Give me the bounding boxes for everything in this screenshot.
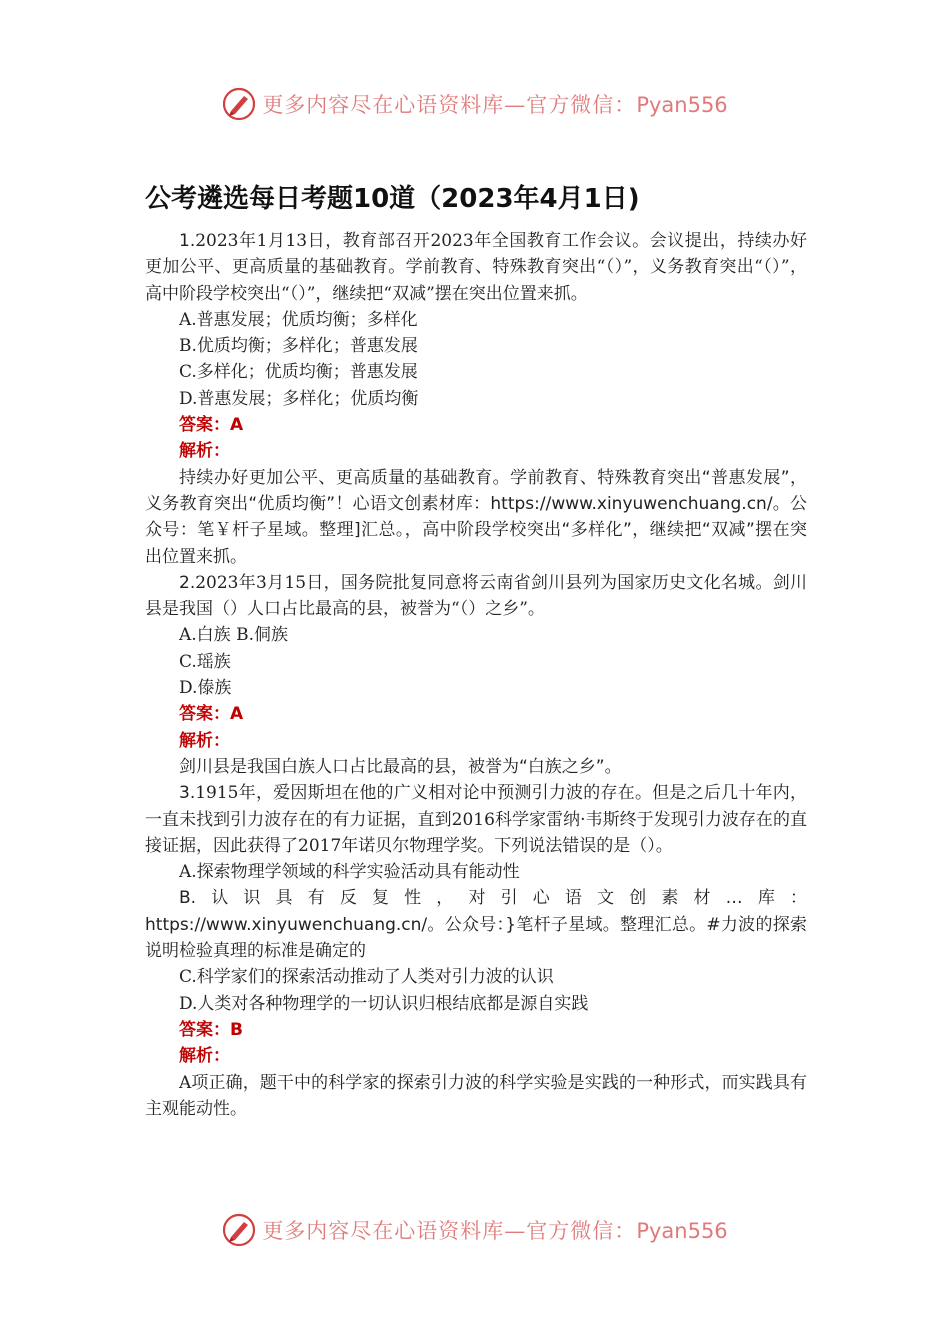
- pen-nib-logo-icon: [222, 1213, 256, 1247]
- question-3-analysis-label: 解析：: [179, 1046, 230, 1067]
- question-2-answer: 答案：A: [179, 704, 244, 725]
- page-title: 公考遴选每日考题10道（2023年4月1日): [145, 184, 640, 214]
- question-number: 2.: [179, 572, 196, 593]
- banner-text: 更多内容尽在心语资料库—官方微信：Pyan556: [262, 1219, 728, 1243]
- question-3-option-a: A.探索物理学领域的科学实验活动具有能动性: [179, 862, 520, 883]
- question-2-stem: 2.2023年3月15日，国务院批复同意将云南省剑川县列为国家历史文化名城。剑川县是我国（）人口占比最高的县，被誉为“（）之乡”。: [145, 572, 807, 620]
- question-1-answer: 答案：A: [179, 415, 244, 436]
- question-number: 3.: [179, 783, 196, 804]
- question-2-analysis-label: 解析：: [179, 730, 230, 751]
- question-3-option-c: C.科学家们的探索活动推动了人类对引力波的认识: [179, 967, 554, 988]
- question-2-option: A.白族 B.侗族: [179, 625, 288, 646]
- banner-wechat-id: Pyan556: [636, 1219, 728, 1243]
- question-1-option: C.多样化；优质均衡；普惠发展: [179, 362, 418, 383]
- question-3-option-b: B.认识具有反复性，对引心语文创素材…库：https://www.xinyuwenchuang.cn/。公众号：}笔杆子星域。整理汇总。#力波的探索说明检验真理的标准是确定的: [145, 888, 807, 962]
- question-3-answer: 答案：B: [179, 1019, 243, 1040]
- footer-watermark-banner: [0, 1208, 950, 1252]
- question-1-stem: 1.2023年1月13日，教育部召开2023年全国教育工作会议。会议提出，持续办好更加公平、更高质量的基础教育。学前教育、特殊教育突出“（）”，义务教育突出“（）”，高中阶段学校突出“（）”，继续把“双减”摆在突出位置来抓。: [145, 231, 807, 304]
- question-2-option: C.瑶族: [179, 651, 231, 672]
- header-watermark-banner: [0, 82, 950, 126]
- question-number: 1.: [179, 231, 196, 251]
- banner-wechat-id: Pyan556: [636, 93, 728, 117]
- question-2-analysis: 剑川县是我国白族人口占比最高的县，被誉为“白族之乡”。: [179, 756, 622, 777]
- question-1-option: A.普惠发展；优质均衡；多样化: [179, 309, 418, 330]
- pen-nib-logo-icon: [222, 87, 256, 121]
- question-content: [145, 228, 807, 1122]
- question-1-option: B.优质均衡；多样化；普惠发展: [179, 336, 418, 357]
- question-3-option-d: D.人类对各种物理学的一切认识归根结底都是源自实践: [179, 993, 589, 1014]
- banner-text: 更多内容尽在心语资料库—官方微信：Pyan556: [262, 93, 728, 117]
- question-3-stem: 3.1915年，爱因斯坦在他的广义相对论中预测引力波的存在。但是之后几十年内，一直未找到引力波存在的有力证据，直到2016科学家雷纳·韦斯终于发现引力波存在的直接证据，因此获得了2017年诺贝尔物理学奖。下列说法错误的是（）。: [145, 783, 807, 856]
- question-3-analysis: A项正确，题干中的科学家的探索引力波的科学实验是实践的一种形式，而实践具有主观能动性。: [145, 1072, 807, 1119]
- question-1-option: D.普惠发展；多样化；优质均衡: [179, 388, 419, 409]
- question-1-analysis-label: 解析：: [179, 441, 230, 462]
- question-1-analysis: 持续办好更加公平、更高质量的基础教育。学前教育、特殊教育突出“普惠发展”，义务教育突出“优质均衡”！心语文创素材库：https://www.xinyuwenchuang.cn/。公众号：笔￥杆子星域。整理]汇总。，高中阶段学校突出“多样化”，继续把“双减”摆在突出位置来抓。: [145, 467, 807, 567]
- question-2-option: D.傣族: [179, 678, 232, 699]
